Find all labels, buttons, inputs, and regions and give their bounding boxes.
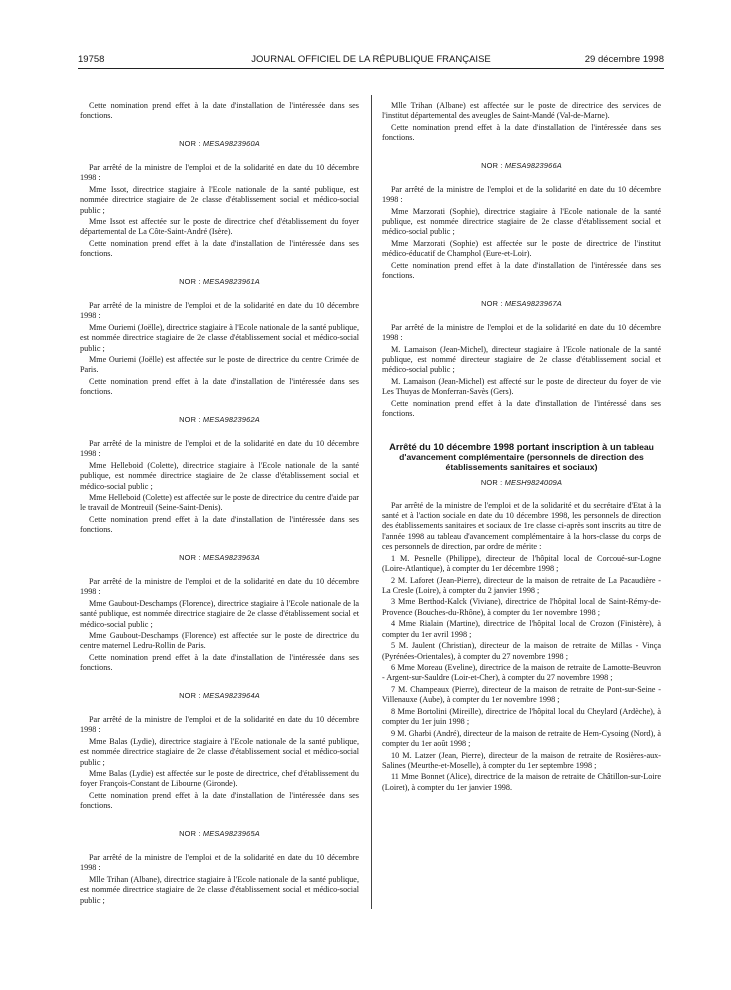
list-item: 7 M. Champeaux (Pierre), directeur de la maison de retraite de Pont-sur-Seine - Villenauxe (Aube), à compter du 1er novembre 1998 ; [382,684,661,705]
paragraph: Mme Marzorati (Sophie) est affectée sur le poste de directrice de l'institut médico-éducatif de Champhol (Eure-et-Loir). [382,239,661,259]
nor-code: MESA9823964A [202,690,260,700]
paragraph: Cette nomination prend effet à la date d'installation de l'intéressé dans ses fonctions. [382,398,661,419]
paragraph: Mme Balas (Lydie) est affectée sur le poste de directrice, chef d'établissement du foyer François-Constant de Libourne (Gironde). [80,769,359,789]
paragraph: Mme Ouriemi (Joëlle) est affectée sur le poste de directrice du centre Crimée de Paris. [80,355,359,375]
nor-reference [80,553,359,563]
list-item: 9 M. Gharbi (André), directeur de la maison de retraite de Hem-Cysoing (Nord), à compter du 1er août 1998 ; [382,728,661,749]
nor-code: MESA9823962A [202,414,260,424]
issue-date: 29 décembre 1998 [584,54,664,65]
paragraph: Mme Marzorati (Sophie), directrice stagiaire à l'Ecole nationale de la santé publique, est nommée directrice stagiaire de 2e classe d'établissement social et médico-social public ; [382,206,661,237]
nor-code: MESH9824009A [504,478,563,488]
paragraph: Cette nomination prend effet à la date d'installation de l'intéressée dans ses fonctions. [80,791,359,811]
list-item: 10 M. Latzer (Jean, Pierre), directeur de la maison de retraite de Rosières-aux-Salines (Meurthe-et-Moselle), à compter du 1er septembre 1998 ; [382,750,661,770]
nor-label: NOR : [481,298,503,308]
paragraph: Par arrêté de la ministre de l'emploi et de la solidarité en date du 10 décembre 1998 : [382,184,661,205]
list-item: 1 M. Pesnelle (Philippe), directeur de l'hôpital local de Corcoué-sur-Logne (Loire-Atlantique), à compter du 1er décembre 1998 ; [382,553,661,574]
paragraph: M. Lamaison (Jean-Michel), directeur stagiaire à l'Ecole nationale de la santé publique, est nommé directeur stagiaire de 2e classe d'établissement social et médico-social public ; [382,344,661,375]
right-column [382,101,661,794]
nor-label: NOR : [481,160,503,170]
paragraph: Mme Helleboid (Colette) est affectée sur le poste de directrice du centre d'aide par le travail de Montreuil (Seine-Saint-Denis). [80,493,359,513]
paragraph: Par arrêté de la ministre de l'emploi et de la solidarité et du secrétaire d'Etat à la santé et à l'action sociale en date du 10 décembre 1998, les personnels de direction des établissements sanitaires et sociaux de 1re classe ci-après sont inscrits au titre de l'année 1998 au tableau d'avancement complémentaire à la hors-classe du corps de ces personnels de direction, par ordre de mérite : [382,500,661,552]
nor-reference [382,299,661,309]
paragraph: Cette nomination prend effet à la date d'installation de l'intéressée dans ses fonctions. [80,653,359,673]
paragraph: Par arrêté de la ministre de l'emploi et de la solidarité en date du 10 décembre 1998 : [80,715,359,735]
paragraph: Cette nomination prend effet à la date d'installation de l'intéressée dans ses fonctions. [80,377,359,397]
nor-code: MESA9823963A [202,552,260,562]
nor-label: NOR : [179,690,201,700]
nor-code: MESA9823966A [504,160,562,170]
nor-code: MESA9823967A [504,298,562,308]
paragraph: Mme Ouriemi (Joëlle), directrice stagiaire à l'Ecole nationale de la santé publique, est nommée directrice stagiaire de 2e classe d'établissement social et médico-social public ; [80,322,359,353]
paragraph: Par arrêté de la ministre de l'emploi et de la solidarité en date du 10 décembre 1998 : [80,439,359,459]
left-column [80,101,359,907]
nor-code: MESA9823961A [202,276,260,286]
nor-label: NOR : [179,828,201,838]
arrete-title-rest: tableau d'avancement complémentaire (personnels de direction des établissements sanitaires et sociaux) [399,441,654,473]
nor-code: MESA9823960A [202,138,260,148]
paragraph: Mme Issot, directrice stagiaire à l'Ecole nationale de la santé publique, est nommée directrice stagiaire de 2e classe d'établissement social et médico-social public ; [80,184,359,215]
paragraph: Cette nomination prend effet à la date d'installation de l'intéressée dans ses fonctions. [80,101,359,121]
paragraph: Mlle Trihan (Albane), directrice stagiaire à l'Ecole nationale de la santé publique, est nommée directrice stagiaire de 2e classe d'établissement social et médico-social public ; [80,874,359,905]
paragraph: Mme Balas (Lydie), directrice stagiaire à l'Ecole nationale de la santé publique, est nommée directrice stagiaire de 2e classe d'établissement social et médico-social public ; [80,736,359,767]
list-item: 3 Mme Berthod-Kalck (Viviane), directrice de l'hôpital local de Saint-Rémy-de-Provence (Bouches-du-Rhône), à compter du 1er novembre 1998 ; [382,597,661,617]
header-rule [78,68,664,69]
arrete-title-lead: Arrêté du 10 décembre 1998 portant inscription à un [389,440,622,452]
list-item: 4 Mme Rialain (Martine), directrice de l'hôpital local de Crozon (Finistère), à compter du 1er avril 1998 ; [382,619,661,639]
nor-reference [80,415,359,425]
paragraph: Cette nomination prend effet à la date d'installation de l'intéressée dans ses fonctions. [382,122,661,143]
paragraph: Mme Gaubout-Deschamps (Florence) est affectée sur le poste de directrice du centre maternel Ledru-Rollin de Paris. [80,631,359,651]
paragraph: Mme Gaubout-Deschamps (Florence), directrice stagiaire à l'Ecole nationale de la santé publique, est nommée directrice stagiaire de 2e classe d'établissement social et médico-social public ; [80,598,359,629]
list-item: 5 M. Jaulent (Christian), directeur de la maison de retraite de Millas - Vinça (Pyrénées-Orientales), à compter du 27 novembre 1998 ; [382,641,661,661]
nor-reference [80,691,359,701]
paragraph: Mme Issot est affectée sur le poste de directrice chef d'établissement du foyer départemental de La Côte-Saint-André (Isère). [80,217,359,237]
paragraph: Cette nomination prend effet à la date d'installation de l'intéressée dans ses fonctions. [80,515,359,535]
nor-label: NOR : [480,478,503,488]
nor-label: NOR : [179,414,201,424]
arrete-title [382,442,661,473]
list-item: 6 Mme Moreau (Eveline), directrice de la maison de retraite de Lamotte-Beuvron - Argent-sur-Sauldre (Loir-et-Cher), à compter du 27 novembre 1998 ; [382,663,661,683]
paragraph: Cette nomination prend effet à la date d'installation de l'intéressée dans ses fonctions. [80,239,359,259]
column-divider [371,95,372,909]
nor-label: NOR : [179,552,201,562]
nor-label: NOR : [179,138,201,148]
page-header [78,53,664,67]
paragraph: Par arrêté de la ministre de l'emploi et de la solidarité en date du 10 décembre 1998 : [80,301,359,321]
paragraph: Par arrêté de la ministre de l'emploi et de la solidarité en date du 10 décembre 1998 : [80,577,359,597]
list-item: 11 Mme Bonnet (Alice), directrice de la maison de retraite de Châtillon-sur-Loire (Loiret), à compter du 1er janvier 1998. [382,772,661,792]
nor-reference [80,277,359,287]
nor-label: NOR : [179,276,201,286]
paragraph: Par arrêté de la ministre de l'emploi et de la solidarité en date du 10 décembre 1998 : [80,163,359,183]
paragraph: Mme Helleboid (Colette), directrice stagiaire à l'Ecole nationale de la santé publique, est nommée directrice stagiaire de 2e classe d'établissement social et médico-social public ; [80,460,359,491]
nor-reference [80,829,359,839]
paragraph: M. Lamaison (Jean-Michel) est affecté sur le poste de directeur du foyer de vie Les Thuyas de Monferran-Savès (Gers). [382,377,661,397]
nor-reference [382,161,661,171]
paragraph: Par arrêté de la ministre de l'emploi et de la solidarité en date du 10 décembre 1998 : [80,853,359,873]
page-number: 19758 [78,54,105,65]
nor-reference [382,478,661,488]
journal-title: JOURNAL OFFICIEL DE LA RÉPUBLIQUE FRANÇAISE [251,54,491,65]
list-item: 2 M. Laforet (Jean-Pierre), directeur de la maison de retraite de La Pacaudière - La Cresle (Loire), à compter du 2 janvier 1998 ; [382,575,661,595]
list-item: 8 Mme Bortolini (Mireille), directrice de l'hôpital local du Cheylard (Ardèche), à compter du 1er juin 1998 ; [382,706,661,727]
paragraph: Par arrêté de la ministre de l'emploi et de la solidarité en date du 10 décembre 1998 : [382,322,661,343]
paragraph: Mlle Trihan (Albane) est affectée sur le poste de directrice des services de l'institut départemental des aveugles de Saint-Mandé (Val-de-Marne). [382,101,661,121]
paragraph: Cette nomination prend effet à la date d'installation de l'intéressée dans ses fonctions. [382,260,661,281]
nor-code: MESA9823965A [202,828,260,838]
nor-reference [80,139,359,149]
